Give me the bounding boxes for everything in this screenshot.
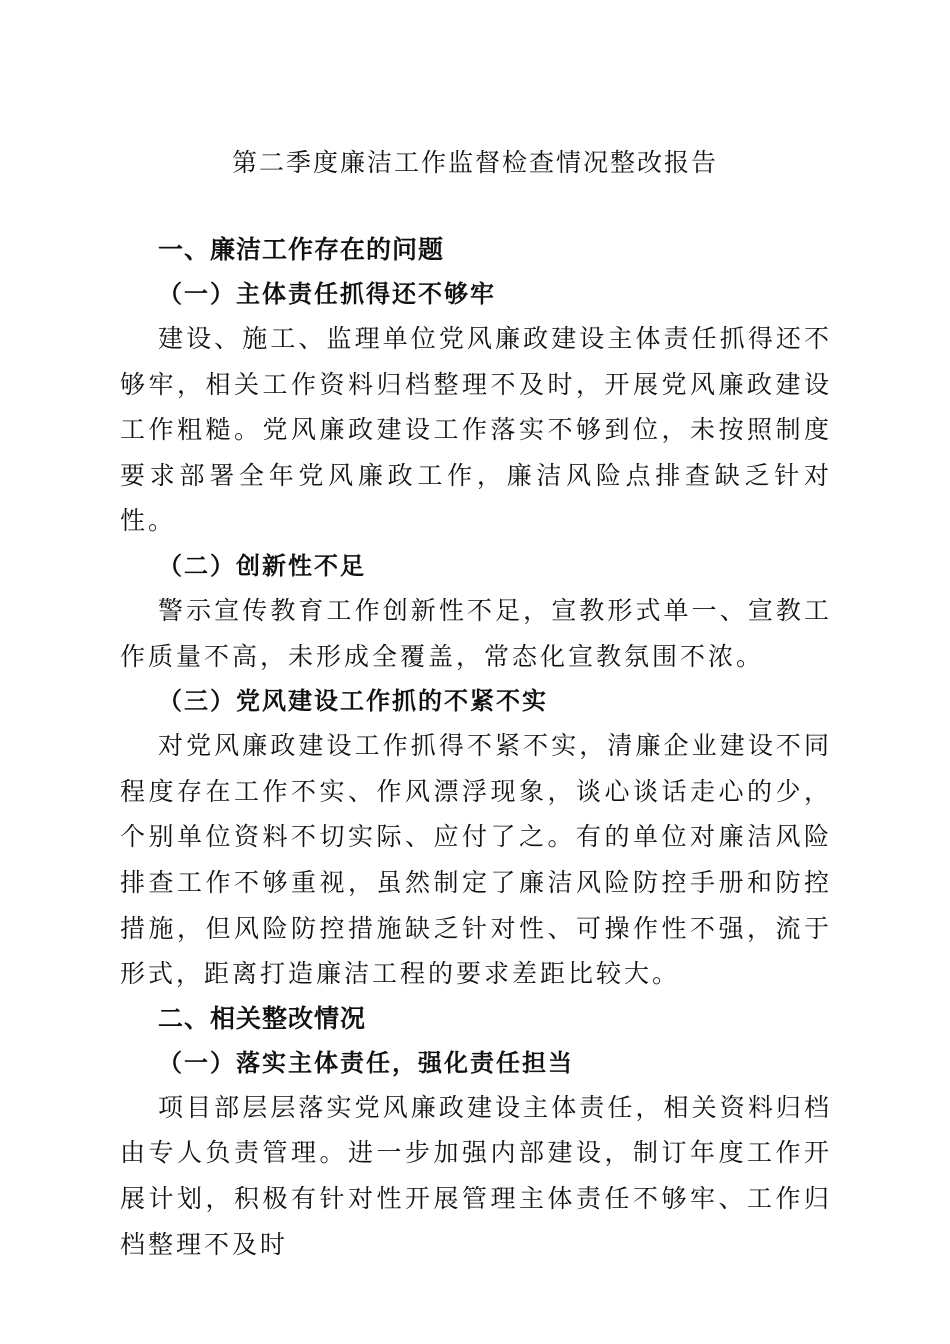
section-1-3-paragraph: 对党风廉政建设工作抓得不紧不实，清廉企业建设不同程度存在工作不实、作风漂浮现象，谈心谈话走心的少，个别单位资料不切实际、应付了之。有的单位对廉洁风险排查工作不够重视，虽然制定了廉洁风险防控手册和防控措施，但风险防控措施缺乏针对性、可操作性不强，流于形式，距离打造廉洁工程的要求差距比较大。 <box>120 731 832 989</box>
document-title: 第二季度廉洁工作监督检查情况整改报告 <box>231 148 718 177</box>
section-1-1-heading: （一）主体责任抓得还不够牢 <box>158 279 496 308</box>
section-1-heading: 一、廉洁工作存在的问题 <box>158 235 445 264</box>
section-1-2-heading: （二）创新性不足 <box>158 550 366 580</box>
section-1-2-paragraph: 警示宣传教育工作创新性不足，宣教形式单一、宣教工作质量不高，未形成全覆盖，常态化宣教氛围不浓。 <box>120 595 832 671</box>
document-body <box>120 228 832 1267</box>
section-2-1-heading: （一）落实主体责任，强化责任担当 <box>158 1047 574 1077</box>
section-1-3-heading: （三）党风建设工作抓的不紧不实 <box>158 686 548 716</box>
section-1-1-paragraph: 建设、施工、监理单位党风廉政建设主体责任抓得还不够牢，相关工作资料归档整理不及时，开展党风廉政建设工作粗糙。党风廉政建设工作落实不够到位，未按照制度要求部署全年党风廉政工作，廉洁风险点排查缺乏针对性。 <box>120 324 832 536</box>
section-2-heading: 二、相关整改情况 <box>158 1003 367 1033</box>
section-2-1-paragraph: 项目部层层落实党风廉政建设主体责任，相关资料归档由专人负责管理。进一步加强内部建设，制订年度工作开展计划，积极有针对性开展管理主体责任不够牢、工作归档整理不及时 <box>120 1092 832 1259</box>
